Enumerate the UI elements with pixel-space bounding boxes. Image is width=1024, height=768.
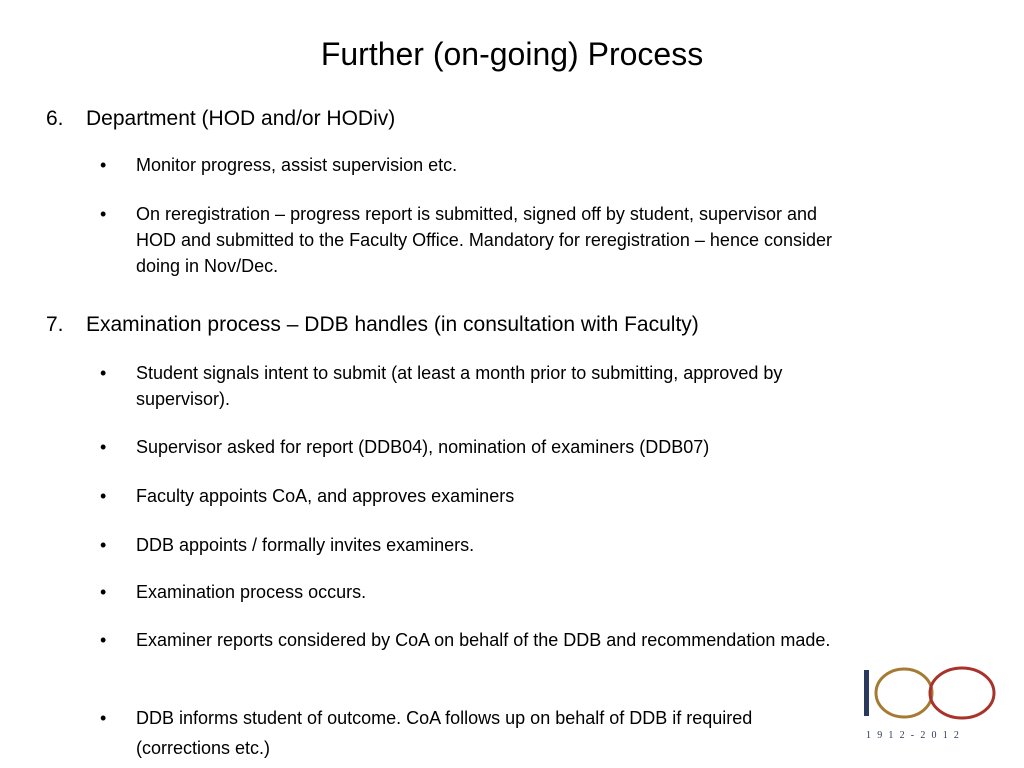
bullet-text: Faculty appoints CoA, and approves examiners (136, 486, 515, 506)
list-item (100, 532, 840, 558)
section-heading-text: Examination process – DDB handles (in consultation with Faculty) (86, 313, 699, 336)
list-item (100, 703, 840, 763)
bullet-icon: • (100, 486, 107, 506)
section-number: 7. (46, 313, 64, 336)
section-number: 6. (46, 107, 64, 130)
bullet-text: DDB informs student of outcome. CoA follows up on behalf of DDB if required (corrections etc.) (136, 708, 753, 758)
slide-title: Further (on-going) Process (320, 36, 704, 72)
bullet-icon: • (100, 363, 107, 383)
bullet-icon: • (100, 437, 107, 457)
bullet-icon: • (100, 708, 107, 728)
section-heading-text: Department (HOD and/or HODiv) (86, 107, 396, 130)
list-item (100, 201, 840, 279)
bullet-text: Supervisor asked for report (DDB04), nomination of examiners (DDB07) (136, 437, 710, 457)
list-item (100, 579, 840, 605)
list-item (100, 152, 840, 178)
bullet-text: On reregistration – progress report is submitted, signed off by student, supervisor and HOD and submitted to the Faculty Office. Mandatory for reregistration – hence consider doing in Nov/Dec. (136, 204, 833, 276)
bullet-text: Monitor progress, assist supervision etc. (136, 155, 458, 175)
bullet-icon: • (100, 535, 107, 555)
list-item (100, 627, 840, 653)
list-item (100, 483, 840, 509)
bullet-icon: • (100, 630, 107, 650)
list-item (100, 360, 840, 412)
bullet-text: Student signals intent to submit (at least a month prior to submitting, approved by supervisor). (136, 363, 783, 409)
bullet-text: DDB appoints / formally invites examiners. (136, 535, 475, 555)
centenary-100-logo-icon (862, 664, 1002, 744)
logo-zero-right (930, 668, 994, 718)
bullet-text: Examination process occurs. (136, 582, 367, 602)
logo-zero-left (876, 669, 932, 717)
bullet-text: Examiner reports considered by CoA on behalf of the DDB and recommendation made. (136, 630, 831, 650)
list-item (100, 434, 840, 460)
section-heading-6 (46, 106, 395, 132)
bullet-icon: • (100, 155, 107, 175)
logo-years-text: 1912-2012 (866, 730, 966, 741)
bullet-icon: • (100, 204, 107, 224)
logo-one-stroke (864, 670, 869, 716)
section-heading-7 (46, 312, 699, 338)
bullet-icon: • (100, 582, 107, 602)
